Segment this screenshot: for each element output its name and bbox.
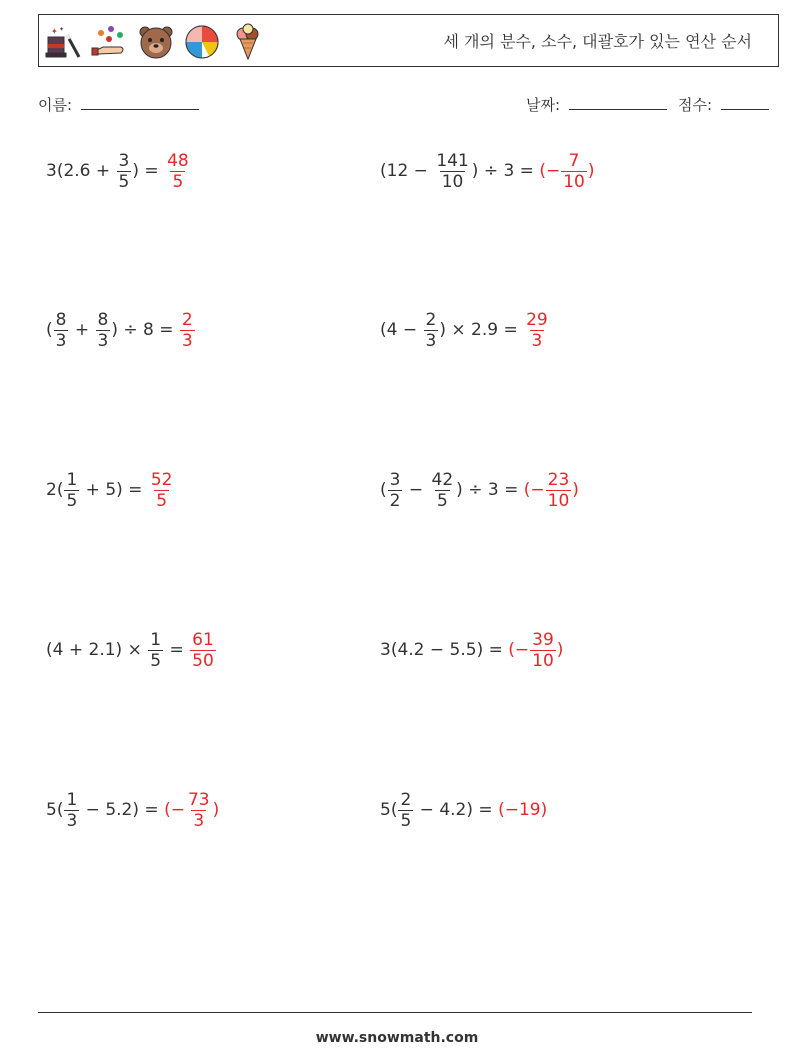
denominator: 5 bbox=[118, 171, 130, 192]
footer-url: www.snowmath.com bbox=[315, 1030, 479, 1046]
denominator: 5 bbox=[150, 650, 162, 671]
numerator: 141 bbox=[436, 150, 469, 171]
denominator: 10 bbox=[563, 171, 585, 192]
answer-value: (−19) bbox=[498, 800, 548, 820]
denominator: 5 bbox=[436, 490, 448, 511]
fraction bbox=[117, 151, 132, 192]
numerator: 23 bbox=[547, 469, 570, 490]
answer-fraction bbox=[190, 630, 216, 671]
expression-text: (12 − bbox=[380, 161, 434, 181]
expression-text: 2( bbox=[46, 480, 64, 500]
expression-text: + bbox=[69, 320, 95, 340]
answer bbox=[164, 151, 192, 192]
numerator: 39 bbox=[532, 629, 554, 650]
expression-text: + 5) = bbox=[80, 480, 148, 500]
expression-text: ) = bbox=[132, 161, 165, 181]
worksheet-header bbox=[38, 14, 779, 67]
denominator: 5 bbox=[66, 490, 78, 511]
numerator: 1 bbox=[66, 469, 78, 490]
problem-7 bbox=[46, 624, 217, 676]
fraction bbox=[64, 790, 79, 831]
magic-hat-icon bbox=[45, 23, 83, 61]
score-label: 점수: bbox=[678, 96, 713, 114]
problem-4 bbox=[380, 304, 551, 356]
date-blank[interactable] bbox=[569, 95, 667, 110]
numerator: 1 bbox=[66, 789, 78, 810]
worksheet-title: 세 개의 분수, 소수, 대괄호가 있는 연산 순서 bbox=[443, 32, 752, 51]
numerator: 3 bbox=[389, 469, 401, 490]
answer-fraction bbox=[165, 151, 191, 192]
expression-text: ) × 2.9 = bbox=[439, 320, 524, 340]
numerator: 7 bbox=[568, 150, 580, 171]
numerator: 48 bbox=[167, 150, 189, 171]
numerator: 73 bbox=[187, 789, 210, 810]
expression-text: ( bbox=[380, 480, 387, 500]
expression-text: 3(4.2 − 5.5) = bbox=[380, 640, 509, 660]
numerator: 2 bbox=[400, 789, 412, 810]
answer-prefix: (− bbox=[508, 640, 530, 660]
numerator: 2 bbox=[425, 309, 437, 330]
fraction bbox=[424, 310, 439, 351]
numerator: 52 bbox=[150, 469, 173, 490]
fraction bbox=[54, 310, 69, 351]
answer bbox=[164, 790, 219, 831]
svg-text:✦: ✦ bbox=[59, 26, 65, 33]
date-label: 날짜: bbox=[526, 96, 561, 114]
numerator: 42 bbox=[431, 469, 454, 490]
problem-8 bbox=[380, 624, 563, 676]
expression-text: (4 − bbox=[380, 320, 423, 340]
denominator: 5 bbox=[172, 171, 184, 192]
answer-prefix: (− bbox=[539, 161, 561, 181]
expression-text: ( bbox=[46, 320, 53, 340]
denominator: 10 bbox=[441, 171, 464, 192]
numerator: 8 bbox=[97, 309, 109, 330]
answer-fraction bbox=[524, 310, 550, 351]
answer-fraction bbox=[180, 310, 195, 351]
denominator: 3 bbox=[425, 330, 437, 351]
answer bbox=[524, 470, 579, 511]
denominator: 3 bbox=[193, 810, 205, 831]
expression-text: − 4.2) = bbox=[414, 800, 499, 820]
expression-text: (4 + 2.1) × bbox=[46, 640, 148, 660]
expression-text: 3(2.6 + bbox=[46, 161, 116, 181]
answer-suffix: ) bbox=[572, 480, 579, 500]
denominator: 5 bbox=[156, 490, 168, 511]
answer bbox=[189, 630, 217, 671]
problem-1 bbox=[46, 145, 192, 197]
name-label: 이름: bbox=[38, 96, 73, 114]
ice-cream-icon bbox=[229, 23, 267, 61]
answer-fraction bbox=[530, 630, 556, 671]
expression-text: ) ÷ 3 = bbox=[456, 480, 524, 500]
fraction bbox=[388, 470, 403, 511]
denominator: 50 bbox=[192, 650, 214, 671]
answer bbox=[523, 310, 551, 351]
answer-prefix: (− bbox=[523, 480, 545, 500]
header-icons bbox=[45, 21, 275, 63]
score-blank[interactable] bbox=[721, 95, 769, 110]
answer-fraction bbox=[186, 790, 212, 831]
denominator: 2 bbox=[389, 490, 401, 511]
juggling-hand-icon bbox=[91, 23, 129, 61]
beach-ball-icon bbox=[183, 23, 221, 61]
answer-prefix: (− bbox=[164, 800, 185, 820]
score-field bbox=[678, 94, 769, 115]
problem-5 bbox=[46, 464, 175, 516]
denominator: 5 bbox=[400, 810, 412, 831]
fraction bbox=[148, 630, 163, 671]
numerator: 8 bbox=[55, 309, 67, 330]
fraction bbox=[434, 151, 470, 192]
problem-9 bbox=[46, 784, 219, 836]
numerator: 1 bbox=[150, 629, 162, 650]
expression-text: = bbox=[164, 640, 190, 660]
problem-2 bbox=[380, 145, 595, 197]
answer-fraction bbox=[561, 151, 587, 192]
numerator: 3 bbox=[118, 150, 130, 171]
answer bbox=[148, 470, 176, 511]
fraction bbox=[430, 470, 456, 511]
expression-text: − 5.2) = bbox=[80, 800, 165, 820]
denominator: 3 bbox=[531, 330, 543, 351]
expression-text: − bbox=[403, 480, 429, 500]
answer bbox=[179, 310, 196, 351]
answer bbox=[508, 630, 563, 671]
numerator: 29 bbox=[526, 309, 548, 330]
denominator: 10 bbox=[532, 650, 554, 671]
expression-text: ) ÷ 3 = bbox=[471, 161, 540, 181]
answer-suffix: ) bbox=[587, 161, 595, 181]
problem-10 bbox=[380, 784, 547, 836]
fraction bbox=[64, 470, 79, 511]
problem-6 bbox=[380, 464, 579, 516]
expression-text: 5( bbox=[46, 800, 64, 820]
answer bbox=[539, 151, 594, 192]
svg-text:✦: ✦ bbox=[51, 27, 58, 36]
problem-3 bbox=[46, 304, 196, 356]
answer-suffix: ) bbox=[556, 640, 564, 660]
denominator: 10 bbox=[547, 490, 570, 511]
denominator: 3 bbox=[97, 330, 109, 351]
answer bbox=[498, 800, 547, 820]
bear-face-icon bbox=[137, 23, 175, 61]
name-blank[interactable] bbox=[81, 95, 199, 110]
fraction bbox=[96, 310, 111, 351]
denominator: 3 bbox=[66, 810, 78, 831]
answer-fraction bbox=[149, 470, 175, 511]
date-field bbox=[526, 94, 667, 115]
expression-text: ) ÷ 8 = bbox=[111, 320, 179, 340]
answer-suffix: ) bbox=[212, 800, 220, 820]
denominator: 3 bbox=[55, 330, 67, 351]
footer-divider bbox=[38, 1012, 752, 1013]
expression-text: 5( bbox=[380, 800, 398, 820]
numerator: 2 bbox=[181, 309, 193, 330]
answer-fraction bbox=[546, 470, 572, 511]
name-field bbox=[38, 94, 199, 115]
denominator: 3 bbox=[181, 330, 193, 351]
fraction bbox=[398, 790, 413, 831]
numerator: 61 bbox=[192, 629, 214, 650]
